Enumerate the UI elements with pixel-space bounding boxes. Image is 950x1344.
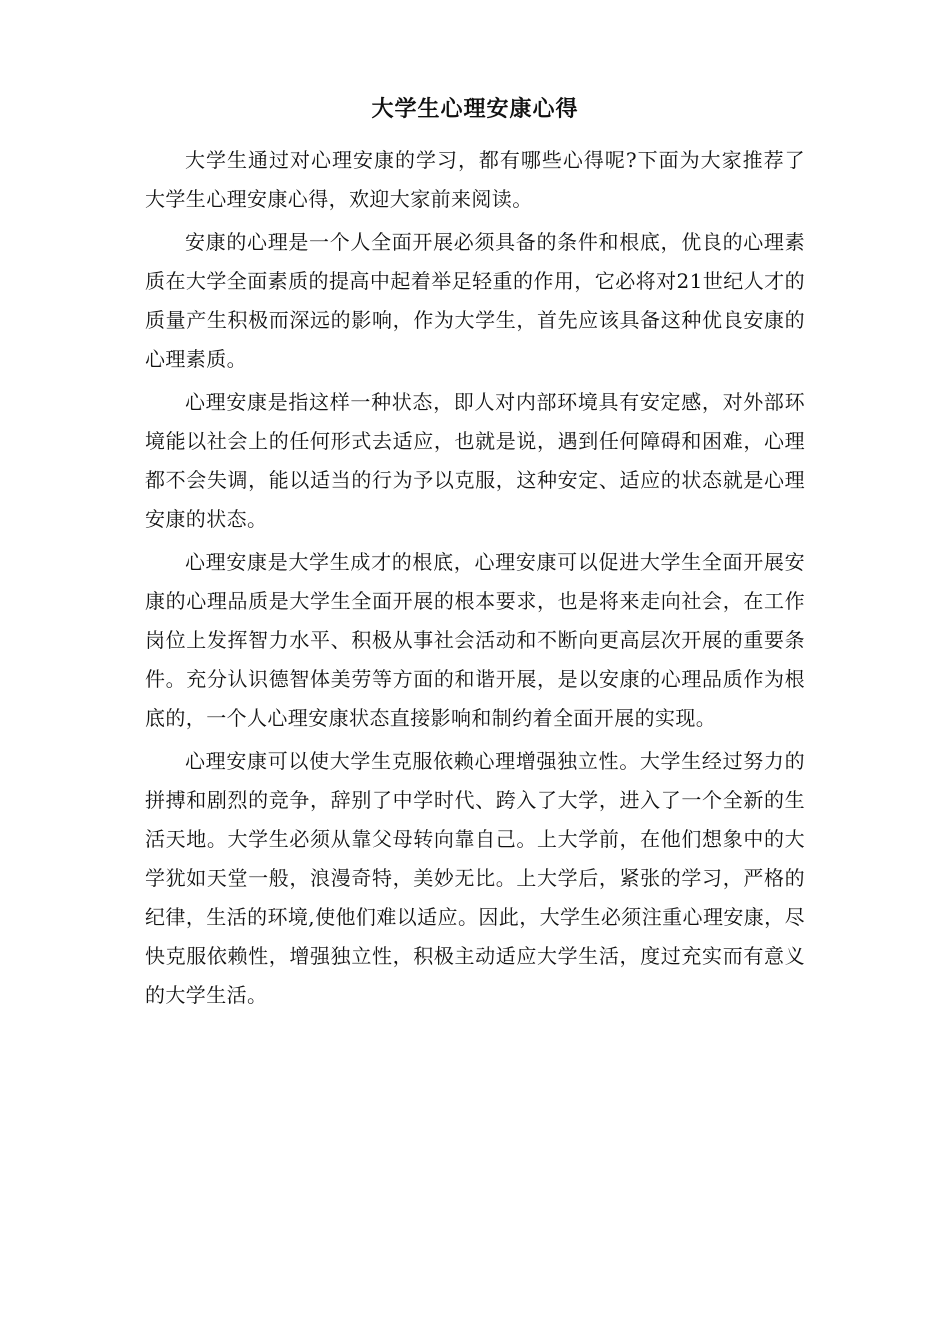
document-body	[145, 141, 805, 1019]
document-title: 大学生心理安康心得	[371, 96, 579, 122]
paragraph-definition: 心理安康是指这样一种状态，即人对内部环境具有安定感，对外部环境能以社会上的任何形式去适应，也就是说，遇到任何障碍和困难，心理都不会失调，能以适当的行为予以克服，这种安定、适应的状态就是心理安康的状态。	[145, 390, 805, 531]
paragraph-importance: 安康的心理是一个人全面开展必须具备的条件和根底，优良的心理素质在大学全面素质的提高中起着举足轻重的作用，它必将对21世纪人才的质量产生积极而深远的影响，作为大学生，首先应该具备这种优良安康的心理素质。	[145, 230, 805, 371]
paragraph-foundation: 心理安康是大学生成才的根底，心理安康可以促进大学生全面开展安康的心理品质是大学生全面开展的根本要求，也是将来走向社会，在工作岗位上发挥智力水平、积极从事社会活动和不断向更高层次开展的重要条件。充分认识德智体美劳等方面的和谐开展，是以安康的心理品质作为根底的，一个人心理安康状态直接影响和制约着全面开展的实现。	[145, 550, 805, 730]
paragraph-independence: 心理安康可以使大学生克服依赖心理增强独立性。大学生经过努力的拼搏和剧烈的竞争，辞别了中学时代、跨入了大学，进入了一个全新的生活天地。大学生必须从靠父母转向靠自己。上大学前，在他们想象中的大学犹如天堂一般，浪漫奇特，美妙无比。上大学后，紧张的学习，严格的纪律，生活的环境,使他们难以适应。因此，大学生必须注重心理安康，尽快克服依赖性，增强独立性，积极主动适应大学生活，度过充实而有意义的大学生活。	[145, 749, 805, 1007]
paragraph-intro: 大学生通过对心理安康的学习，都有哪些心得呢?下面为大家推荐了大学生心理安康心得，欢迎大家前来阅读。	[145, 148, 805, 211]
